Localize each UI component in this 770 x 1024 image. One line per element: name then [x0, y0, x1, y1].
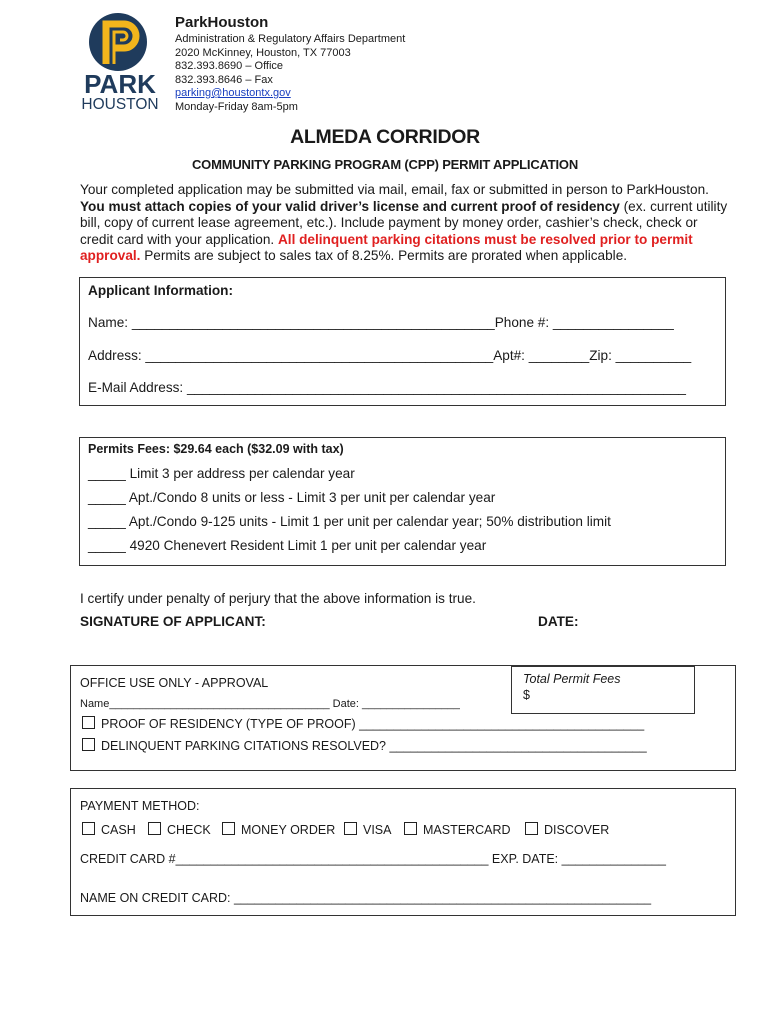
svg-text:HOUSTON: HOUSTON [81, 96, 159, 112]
approver-name-date-field[interactable]: Name____________________________________ Date: ________________ [80, 698, 460, 710]
parkhouston-logo [78, 10, 163, 112]
check-checkbox[interactable] [148, 822, 161, 835]
attachment-requirement: You must attach copies of your valid driver’s license and current proof of residency [80, 198, 620, 214]
mastercard-label: MASTERCARD [423, 823, 511, 837]
email-field[interactable]: E-Mail Address: __________________________________________________________________ [88, 380, 686, 395]
payment-heading: PAYMENT METHOD: [80, 799, 200, 813]
form-subtitle: COMMUNITY PARKING PROGRAM (CPP) PERMIT APPLICATION [191, 157, 579, 172]
proof-residency-checkbox[interactable] [82, 716, 95, 729]
date-label: DATE: [538, 614, 579, 629]
applicant-heading: Applicant Information: [88, 283, 233, 298]
applicant-info-box [79, 277, 726, 406]
department: Administration & Regulatory Affairs Department [175, 33, 406, 45]
total-fees-currency[interactable]: $ [523, 688, 530, 702]
discover-checkbox[interactable] [525, 822, 538, 835]
signature-label: SIGNATURE OF APPLICANT: [80, 614, 266, 629]
org-name: ParkHouston [175, 14, 269, 31]
street-address: 2020 McKinney, Houston, TX 77003 [175, 46, 351, 59]
payment-box [70, 788, 736, 916]
delinquent-warning: All delinquent parking citations must be resolved prior to permit approval. [80, 231, 693, 264]
permit-fees-heading: Permits Fees: $29.64 each ($32.09 with tax) [88, 442, 344, 456]
cash-checkbox[interactable] [82, 822, 95, 835]
name-phone-field[interactable]: Name: ________________________________________________Phone #: ________________ [88, 315, 674, 330]
email-link[interactable]: parking@houstontx.gov [175, 87, 291, 99]
parkhouston-logo-mark [78, 10, 163, 112]
contact-block [175, 33, 405, 114]
total-fees-label: Total Permit Fees [523, 672, 621, 686]
form-title: ALMEDA CORRIDOR [290, 126, 480, 148]
visa-checkbox[interactable] [344, 822, 357, 835]
money-order-checkbox[interactable] [222, 822, 235, 835]
permit-option[interactable]: _____ 4920 Chenevert Resident Limit 1 per unit per calendar year [88, 538, 487, 553]
name-on-card-field[interactable]: NAME ON CREDIT CARD: ____________________________________________________________ [80, 891, 652, 905]
mastercard-checkbox[interactable] [404, 822, 417, 835]
proof-residency-label: PROOF OF RESIDENCY (TYPE OF PROOF) _________________________________________ [101, 717, 645, 731]
citations-resolved-checkbox[interactable] [82, 738, 95, 751]
permit-option[interactable]: _____ Limit 3 per address per calendar year [88, 466, 355, 481]
credit-card-field[interactable]: CREDIT CARD #_____________________________________________ EXP. DATE: _______________ [80, 852, 666, 866]
permit-option[interactable]: _____ Apt./Condo 8 units or less - Limit 3 per unit per calendar year [88, 490, 496, 505]
citations-resolved-label: DELINQUENT PARKING CITATIONS RESOLVED? _____________________________________ [101, 739, 647, 753]
address-field[interactable]: Address: ______________________________________________Apt#: ________Zip: __________ [88, 348, 692, 363]
cash-label: CASH [101, 823, 136, 837]
office-phone: 832.393.8690 – Office [175, 60, 284, 72]
permit-option[interactable]: _____ Apt./Condo 9-125 units - Limit 1 per unit per calendar year; 50% distribution limit [88, 514, 611, 529]
office-hours: Monday-Friday 8am-5pm [175, 100, 298, 113]
check-label: CHECK [167, 823, 211, 837]
instructions-paragraph: Your completed application may be submitted via mail, email, fax or submitted in person to ParkHouston. You must attach copies of your valid driver’s license and current proof of residency (ex. current utility bill, copy of current lease agreement, etc.). Include payment by money order, cashier’s check, check or credit card with your application. All delinquent parking citations must be resolved prior to permit approval. Permits are subject to sales tax of 8.25%. Permits are prorated when applicable. [80, 182, 728, 264]
certify-statement: I certify under penalty of perjury that the above information is true. [80, 591, 476, 606]
visa-label: VISA [363, 823, 392, 837]
permit-fees-box [79, 437, 726, 566]
office-use-heading: OFFICE USE ONLY - APPROVAL [80, 676, 269, 690]
fax-number: 832.393.8646 – Fax [175, 73, 273, 86]
svg-text:PARK: PARK [84, 69, 156, 99]
discover-label: DISCOVER [544, 823, 610, 837]
money-order-label: MONEY ORDER [241, 823, 336, 837]
total-permit-fees-box [511, 666, 695, 714]
